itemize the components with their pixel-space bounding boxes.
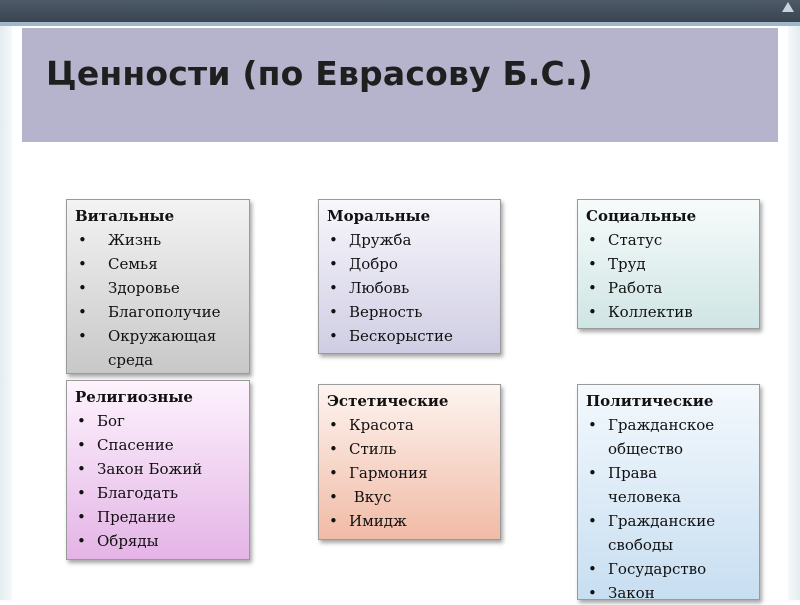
list-item [586, 509, 753, 557]
list-item-continuation: среда [108, 351, 154, 369]
list-item: • Стиль [327, 437, 494, 461]
list-item: • Обряды [75, 529, 243, 553]
list-item-line: свободы [608, 536, 674, 554]
list-item: • Верность [327, 300, 494, 324]
card-heading: Политические [586, 392, 714, 410]
list-item: • Добро [327, 252, 494, 276]
slide-top-bar [0, 0, 800, 22]
list-item: • Коллектив [586, 300, 753, 324]
card-heading: Социальные [586, 207, 697, 225]
card-heading: Религиозные [75, 388, 193, 406]
list-item: • Работа [586, 276, 753, 300]
value-list [327, 413, 494, 533]
list-item: • Дружба [327, 228, 494, 252]
list-item-line: человека [608, 488, 681, 506]
card-social-values [577, 199, 760, 329]
list-item: • Вкус [327, 485, 494, 509]
list-item: • Статус [586, 228, 753, 252]
list-item: • Имидж [327, 509, 494, 533]
card-religious-values [66, 380, 250, 560]
slide-left-margin [0, 26, 12, 600]
list-item: • Жизнь [75, 228, 243, 252]
value-list [75, 409, 243, 553]
list-item: • Благополучие [75, 300, 243, 324]
list-item: • Бог [75, 409, 243, 433]
list-item: • Закон Божий [75, 457, 243, 481]
list-item: • Закон [586, 581, 753, 605]
list-item: • Гармония [327, 461, 494, 485]
card-heading: Эстетические [327, 392, 449, 410]
value-list [586, 228, 753, 324]
list-item: • Благодать [75, 481, 243, 505]
slide-right-margin [788, 26, 800, 600]
title-panel [22, 28, 778, 142]
list-item: • Предание [75, 505, 243, 529]
value-list [327, 228, 494, 348]
card-heading: Моральные [327, 207, 431, 225]
list-item: • Бескорыстие [327, 324, 494, 348]
slide-title: Ценности (по Еврасову Б.С.) [46, 54, 593, 93]
list-item: • Семья [75, 252, 243, 276]
corner-triangle-icon [782, 2, 794, 12]
list-item-line: общество [608, 440, 684, 458]
card-heading: Витальные [75, 207, 175, 225]
list-item: • Здоровье [75, 276, 243, 300]
card-aesthetic-values [318, 384, 501, 540]
list-item [586, 461, 753, 509]
slide-top-accent-line [0, 22, 800, 26]
card-political-values [577, 384, 760, 600]
list-item: • Спасение [75, 433, 243, 457]
list-item-line: Права [608, 464, 658, 482]
list-item-line: Гражданские [608, 512, 716, 530]
value-list [586, 413, 753, 605]
list-item: • Окружающая [75, 324, 243, 348]
value-list [75, 228, 243, 348]
list-item: • Труд [586, 252, 753, 276]
list-item: • Любовь [327, 276, 494, 300]
list-item: • Красота [327, 413, 494, 437]
list-item [586, 413, 753, 461]
list-item: • Государство [586, 557, 753, 581]
card-moral-values [318, 199, 501, 354]
list-item-line: Гражданское [608, 416, 715, 434]
card-vital-values [66, 199, 250, 374]
